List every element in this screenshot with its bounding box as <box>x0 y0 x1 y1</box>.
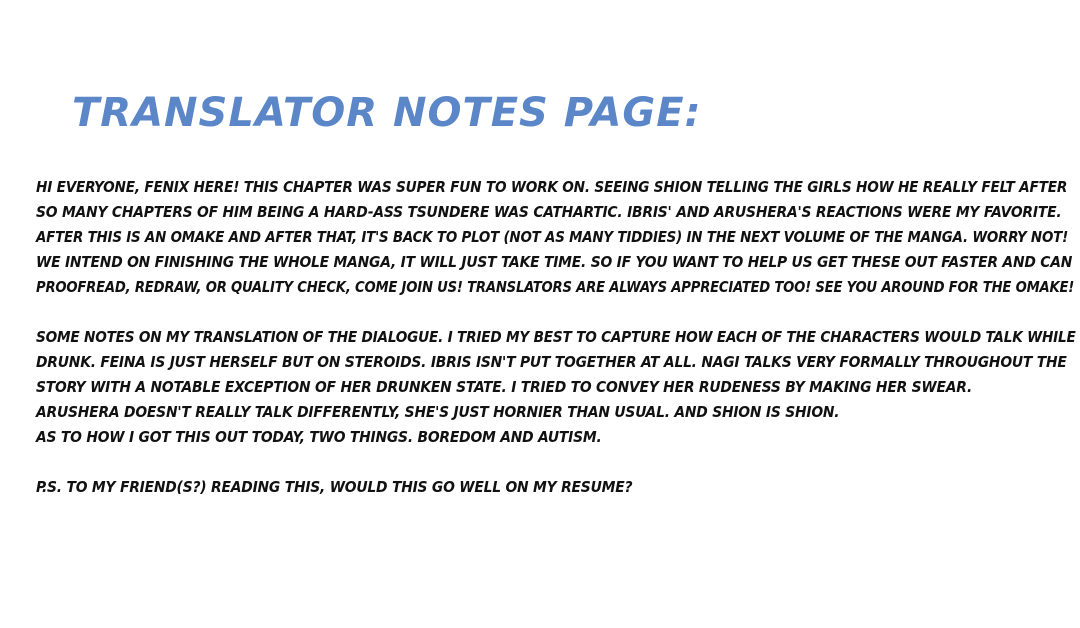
text-line: AFTER THIS IS AN OMAKE AND AFTER THAT, IT'S BACK TO PLOT (NOT AS MANY TIDDIES) IN THE NEXT VOLUME OF THE MANGA. WORRY NOT! <box>36 228 1068 246</box>
text-line: AS TO HOW I GOT THIS OUT TODAY, TWO THINGS. BOREDOM AND AUTISM. <box>36 428 602 446</box>
text-line: SO MANY CHAPTERS OF HIM BEING A HARD-ASS TSUNDERE WAS CATHARTIC. IBRIS' AND ARUSHERA'S REACTIONS WERE MY FAVORITE. <box>36 203 1062 221</box>
text-line: P.S. TO MY FRIEND(S?) READING THIS, WOULD THIS GO WELL ON MY RESUME? <box>36 478 633 496</box>
page-title: TRANSLATOR NOTES PAGE: <box>72 90 702 136</box>
paragraph-gap <box>36 300 1076 325</box>
paragraph-gap <box>36 450 1076 475</box>
text-line: WE INTEND ON FINISHING THE WHOLE MANGA, IT WILL JUST TAKE TIME. SO IF YOU WANT TO HELP US GET THESE OUT FASTER AND CAN <box>36 253 1073 271</box>
text-line: DRUNK. FEINA IS JUST HERSELF BUT ON STEROIDS. IBRIS ISN'T PUT TOGETHER AT ALL. NAGI TALKS VERY FORMALLY THROUGHOUT THE <box>36 353 1067 371</box>
paragraph-postscript <box>36 475 1076 500</box>
text-line: STORY WITH A NOTABLE EXCEPTION OF HER DRUNKEN STATE. I TRIED TO CONVEY HER RUDENESS BY MAKING HER SWEAR. <box>36 378 973 396</box>
text-line: PROOFREAD, REDRAW, OR QUALITY CHECK, COME JOIN US! TRANSLATORS ARE ALWAYS APPRECIATED TOO! SEE YOU AROUND FOR THE OMAKE! <box>36 279 1075 296</box>
text-line: SOME NOTES ON MY TRANSLATION OF THE DIALOGUE. I TRIED MY BEST TO CAPTURE HOW EACH OF THE CHARACTERS WOULD TALK WHILE <box>36 328 1076 346</box>
text-line: HI EVERYONE, FENIX HERE! THIS CHAPTER WAS SUPER FUN TO WORK ON. SEEING SHION TELLING THE GIRLS HOW HE REALLY FELT AFTER <box>36 178 1068 196</box>
notes-body <box>36 175 1076 500</box>
paragraph-translation-notes <box>36 325 1076 450</box>
text-line: ARUSHERA DOESN'T REALLY TALK DIFFERENTLY, SHE'S JUST HORNIER THAN USUAL. AND SHION IS SHION. <box>36 403 840 421</box>
paragraph-intro <box>36 175 1076 300</box>
